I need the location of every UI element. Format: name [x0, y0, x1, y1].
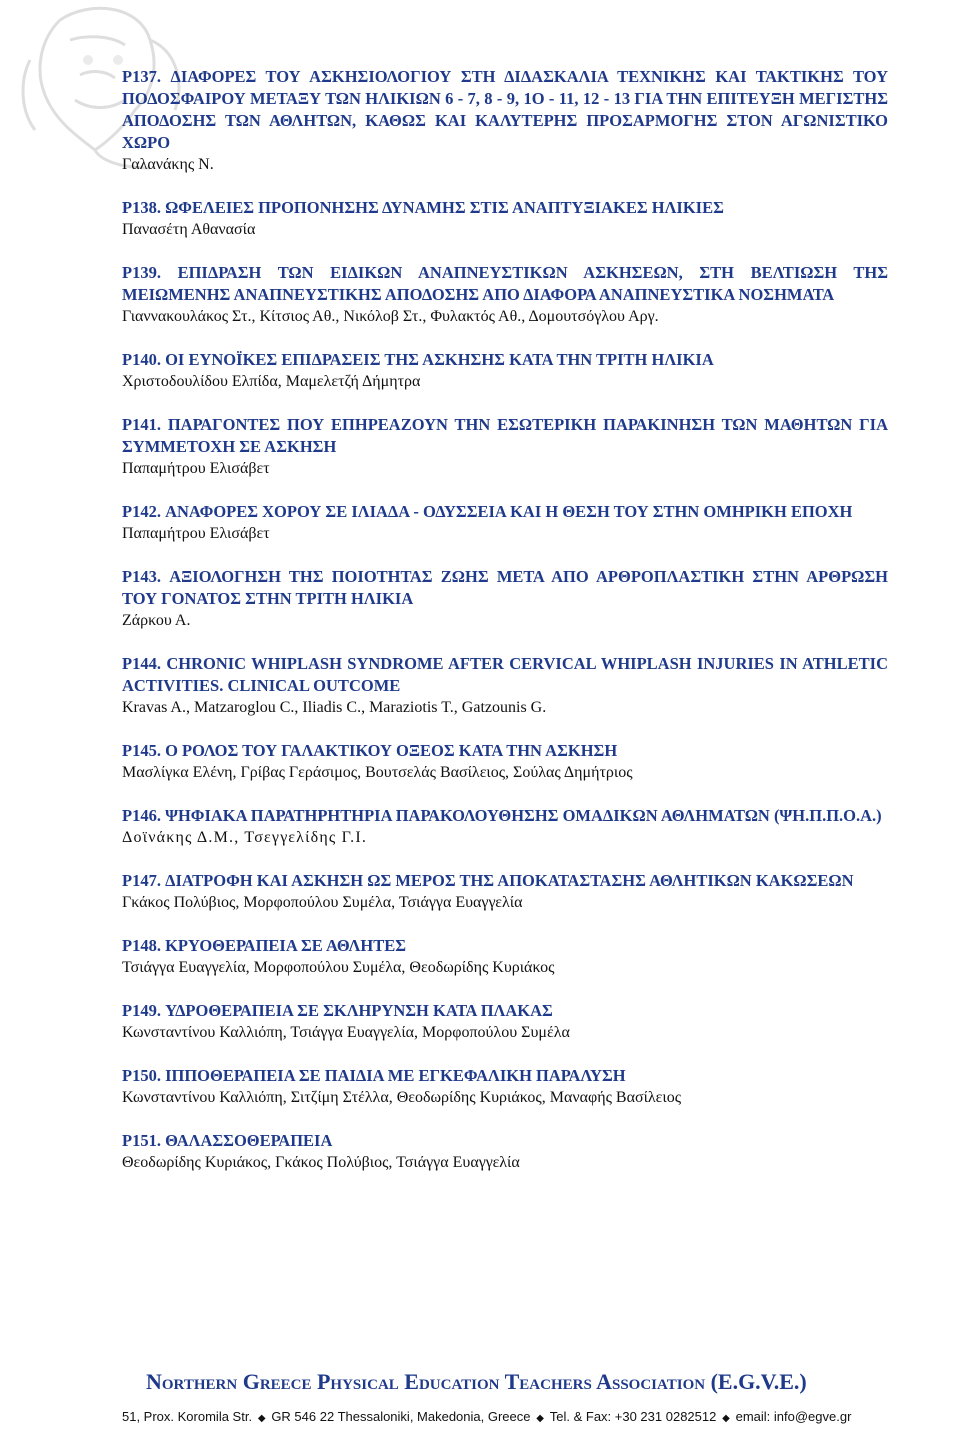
- abstract-authors: Κωνσταντίνου Καλλιόπη, Σιτζίμη Στέλλα, Θεοδωρίδης Κυριάκος, Μαναφής Βασίλειος: [122, 1089, 682, 1106]
- footer-street: 51, Prox. Koromila Str.: [122, 1409, 253, 1424]
- abstract-title-text: ΩΦΕΛΕΙΕΣ ΠΡΟΠΟΝΗΣΗΣ ΔΥΝΑΜΗΣ ΣΤΙΣ ΑΝΑΠΤΥΞΙΑΚΕΣ ΗΛΙΚΙΕΣ: [165, 198, 724, 217]
- abstract-title: [122, 197, 888, 219]
- abstract-title: [122, 262, 888, 306]
- abstract-title: [122, 501, 888, 523]
- abstract-authors: Ζάρκου Α.: [122, 612, 191, 629]
- abstract-title-text: ΙΠΠΟΘΕΡΑΠΕΙΑ ΣΕ ΠΑΙΔΙΑ ΜΕ ΕΓΚΕΦΑΛΙΚΗ ΠΑΡΑΛΥΣΗ: [165, 1066, 626, 1085]
- abstract-code: P141.: [122, 415, 161, 434]
- abstract-entry: [122, 566, 888, 632]
- abstract-code: P139.: [122, 263, 161, 282]
- abstract-title-text: ΑΞΙΟΛΟΓΗΣΗ ΤΗΣ ΠΟΙΟΤΗΤΑΣ ΖΩΗΣ ΜΕΤΑ ΑΠΟ ΑΡΘΡΟΠΛΑΣΤΙΚΗ ΣΤΗΝ ΑΡΘΡΩΣΗ ΤΟΥ ΓΟΝΑΤΟΣ ΣΤΗΝ ΤΡΙΤΗ ΗΛΙΚΙΑ: [122, 567, 889, 608]
- abstract-authors: Γαλανάκης Ν.: [122, 156, 214, 173]
- abstract-title-text: ΨΗΦΙΑΚΑ ΠΑΡΑΤΗΡΗΤΗΡΙΑ ΠΑΡΑΚΟΛΟΥΘΗΣΗΣ ΟΜΑΔΙΚΩΝ ΑΘΛΗΜΑΤΩΝ (ΨΗ.Π.Π.Ο.Α.): [165, 806, 882, 825]
- abstract-code: P140.: [122, 350, 161, 369]
- abstract-title: [122, 66, 888, 154]
- abstract-authors: Κωνσταντίνου Καλλιόπη, Τσιάγγα Ευαγγελία, Μορφοπούλου Συμέλα: [122, 1024, 570, 1041]
- abstract-title: [122, 805, 888, 827]
- abstract-title-text: Ο ΡΟΛΟΣ ΤΟΥ ΓΑΛΑΚΤΙΚΟΥ ΟΞΕΟΣ ΚΑΤΑ ΤΗΝ ΑΣΚΗΣΗ: [165, 741, 618, 760]
- abstract-title-text: ΥΔΡΟΘΕΡΑΠΕΙΑ ΣΕ ΣΚΛΗΡΥΝΣΗ ΚΑΤΑ ΠΛΑΚΑΣ: [165, 1001, 553, 1020]
- abstract-authors: Kravas A., Matzaroglou C., Iliadis C., Maraziotis T., Gatzounis G.: [122, 699, 547, 716]
- bullet-icon: ◆: [533, 1413, 547, 1424]
- footer-phone: Tel. & Fax: +30 231 0282512: [549, 1409, 717, 1424]
- abstract-entry: [122, 1065, 888, 1109]
- abstract-entry: [122, 1130, 888, 1174]
- abstract-title-text: ΔΙΑΤΡΟΦΗ ΚΑΙ ΑΣΚΗΣΗ ΩΣ ΜΕΡΟΣ ΤΗΣ ΑΠΟΚΑΤΑΣΤΑΣΗΣ ΑΘΛΗΤΙΚΩΝ ΚΑΚΩΣΕΩΝ: [165, 871, 854, 890]
- abstract-code: P142.: [122, 502, 161, 521]
- abstract-entry: [122, 66, 888, 176]
- abstract-title-text: ΔΙΑΦΟΡΕΣ ΤΟΥ ΑΣΚΗΣΙΟΛΟΓΙΟΥ ΣΤΗ ΔΙΔΑΣΚΑΛΙΑ ΤΕΧΝΙΚΗΣ ΚΑΙ ΤΑΚΤΙΚΗΣ ΤΟΥ ΠΟΔΟΣΦΑΙΡΟΥ ΜΕΤΑΞΥ ΤΩΝ ΗΛΙΚΙΩΝ 6 - 7, 8 - 9, 1Ο - 11, 12 - 13 ΓΙΑ ΤΗΝ ΕΠΙΤΕΥΞΗ ΜΕΓΙΣΤΗΣ ΑΠΟΔΟΣΗΣ ΤΩΝ ΑΘΛΗΤΩΝ, ΚΑΘΩΣ ΚΑΙ ΚΑΛΥΤΕΡΗΣ ΠΡΟΣΑΡΜΟΓΗΣ ΣΤΟΝ ΑΓΩΝΙΣΤΙΚΟ ΧΩΡΟ: [122, 67, 888, 152]
- abstract-code: P137.: [122, 67, 161, 86]
- abstract-list: [122, 66, 888, 1195]
- abstract-code: P150.: [122, 1066, 161, 1085]
- footer-postal: GR 546 22 Thessaloniki, Makedonia, Greece: [271, 1409, 531, 1424]
- abstract-code: P143.: [122, 567, 161, 586]
- abstract-authors: Χριστοδουλίδου Ελπίδα, Μαμελετζή Δήμητρα: [122, 373, 421, 390]
- bullet-icon: ◆: [255, 1413, 269, 1424]
- abstract-title: [122, 740, 888, 762]
- abstract-title: [122, 1130, 888, 1152]
- abstract-authors: Γκάκος Πολύβιος, Μορφοπούλου Συμέλα, Τσιάγγα Ευαγγελία: [122, 894, 523, 911]
- abstract-title-text: ΑΝΑΦΟΡΕΣ ΧΟΡΟΥ ΣΕ ΙΛΙΑΔΑ - ΟΔΥΣΣΕΙΑ ΚΑΙ Η ΘΕΣΗ ΤΟΥ ΣΤΗΝ ΟΜΗΡΙΚΗ ΕΠΟΧΗ: [165, 502, 853, 521]
- abstract-code: P151.: [122, 1131, 161, 1150]
- abstract-authors: Παπαμήτρου Ελισάβετ: [122, 525, 270, 542]
- abstract-authors: Θεοδωρίδης Κυριάκος, Γκάκος Πολύβιος, Τσιάγγα Ευαγγελία: [122, 1154, 520, 1171]
- abstract-entry: [122, 262, 888, 328]
- abstract-entry: [122, 653, 888, 719]
- abstract-title-text: CHRONIC WHIPLASH SYNDROME AFTER CERVICAL WHIPLASH INJURIES IN ATHLETIC ACTIVITIES. CLINICAL OUTCOME: [122, 654, 888, 695]
- abstract-code: P146.: [122, 806, 161, 825]
- abstract-title-text: ΕΠΙΔΡΑΣΗ ΤΩΝ ΕΙΔΙΚΩΝ ΑΝΑΠΝΕΥΣΤΙΚΩΝ ΑΣΚΗΣΕΩΝ, ΣΤΗ ΒΕΛΤΙΩΣΗ ΤΗΣ ΜΕΙΩΜΕΝΗΣ ΑΝΑΠΝΕΥΣΤΙΚΗΣ ΑΠΟΔΟΣΗΣ ΑΠΟ ΔΙΑΦΟΡΑ ΑΝΑΠΝΕΥΣΤΙΚΑ ΝΟΣΗΜΑΤΑ: [122, 263, 889, 304]
- abstract-entry: [122, 414, 888, 480]
- abstract-authors: Μασλίγκα Ελένη, Γρίβας Γεράσιμος, Βουτσελάς Βασίλειος, Σούλας Δημήτριος: [122, 764, 633, 781]
- abstract-title: [122, 349, 888, 371]
- abstract-entry: [122, 501, 888, 545]
- abstract-title-text: ΠΑΡΑΓΟΝΤΕΣ ΠΟΥ ΕΠΗΡΕΑΖΟΥΝ ΤΗΝ ΕΣΩΤΕΡΙΚΗ ΠΑΡΑΚΙΝΗΣΗ ΤΩΝ ΜΑΘΗΤΩΝ ΓΙΑ ΣΥΜΜΕΤΟΧΗ ΣΕ ΑΣΚΗΣΗ: [122, 415, 888, 456]
- abstract-title: [122, 870, 888, 892]
- abstract-authors: Παπαμήτρου Ελισάβετ: [122, 460, 270, 477]
- abstract-entry: [122, 349, 888, 393]
- abstract-code: P147.: [122, 871, 161, 890]
- abstract-title: [122, 414, 888, 458]
- abstract-entry: [122, 870, 888, 914]
- abstract-code: P138.: [122, 198, 161, 217]
- abstract-entry: [122, 935, 888, 979]
- abstract-authors: Τσιάγγα Ευαγγελία, Μορφοπούλου Συμέλα, Θεοδωρίδης Κυριάκος: [122, 959, 555, 976]
- abstract-title-text: ΚΡΥΟΘΕΡΑΠΕΙΑ ΣΕ ΑΘΛΗΤΕΣ: [165, 936, 407, 955]
- abstract-authors: Δοϊνάκης Δ.Μ., Τσεγγελίδης Γ.Ι.: [122, 829, 368, 846]
- abstract-title-text: ΘΑΛΑΣΣΟΘΕΡΑΠΕΙΑ: [165, 1131, 333, 1150]
- footer-organization: Northern Greece Physical Education Teachers Association (E.G.V.E.): [146, 1369, 807, 1394]
- abstract-code: P145.: [122, 741, 161, 760]
- footer-address-line: [122, 1409, 922, 1424]
- bullet-icon: ◆: [719, 1413, 733, 1424]
- abstract-title: [122, 935, 888, 957]
- abstract-title-text: ΟΙ ΕΥΝΟΪΚΕΣ ΕΠΙΔΡΑΣΕΙΣ ΤΗΣ ΑΣΚΗΣΗΣ ΚΑΤΑ ΤΗΝ ΤΡΙΤΗ ΗΛΙΚΙΑ: [165, 350, 714, 369]
- abstract-entry: [122, 1000, 888, 1044]
- abstract-authors: Γιαννακουλάκος Στ., Κίτσιος Αθ., Νικόλοβ Στ., Φυλακτός Αθ., Δομουτσόγλου Αργ.: [122, 308, 659, 325]
- abstract-title: [122, 566, 888, 610]
- abstract-title: [122, 653, 888, 697]
- abstract-code: P148.: [122, 936, 161, 955]
- abstract-title: [122, 1065, 888, 1087]
- abstract-entry: [122, 805, 888, 849]
- abstract-entry: [122, 197, 888, 241]
- abstract-code: P149.: [122, 1001, 161, 1020]
- footer-email: email: info@egve.gr: [735, 1409, 852, 1424]
- abstract-authors: Πανασέτη Αθανασία: [122, 221, 256, 238]
- abstract-entry: [122, 740, 888, 784]
- abstract-title: [122, 1000, 888, 1022]
- abstract-code: P144.: [122, 654, 161, 673]
